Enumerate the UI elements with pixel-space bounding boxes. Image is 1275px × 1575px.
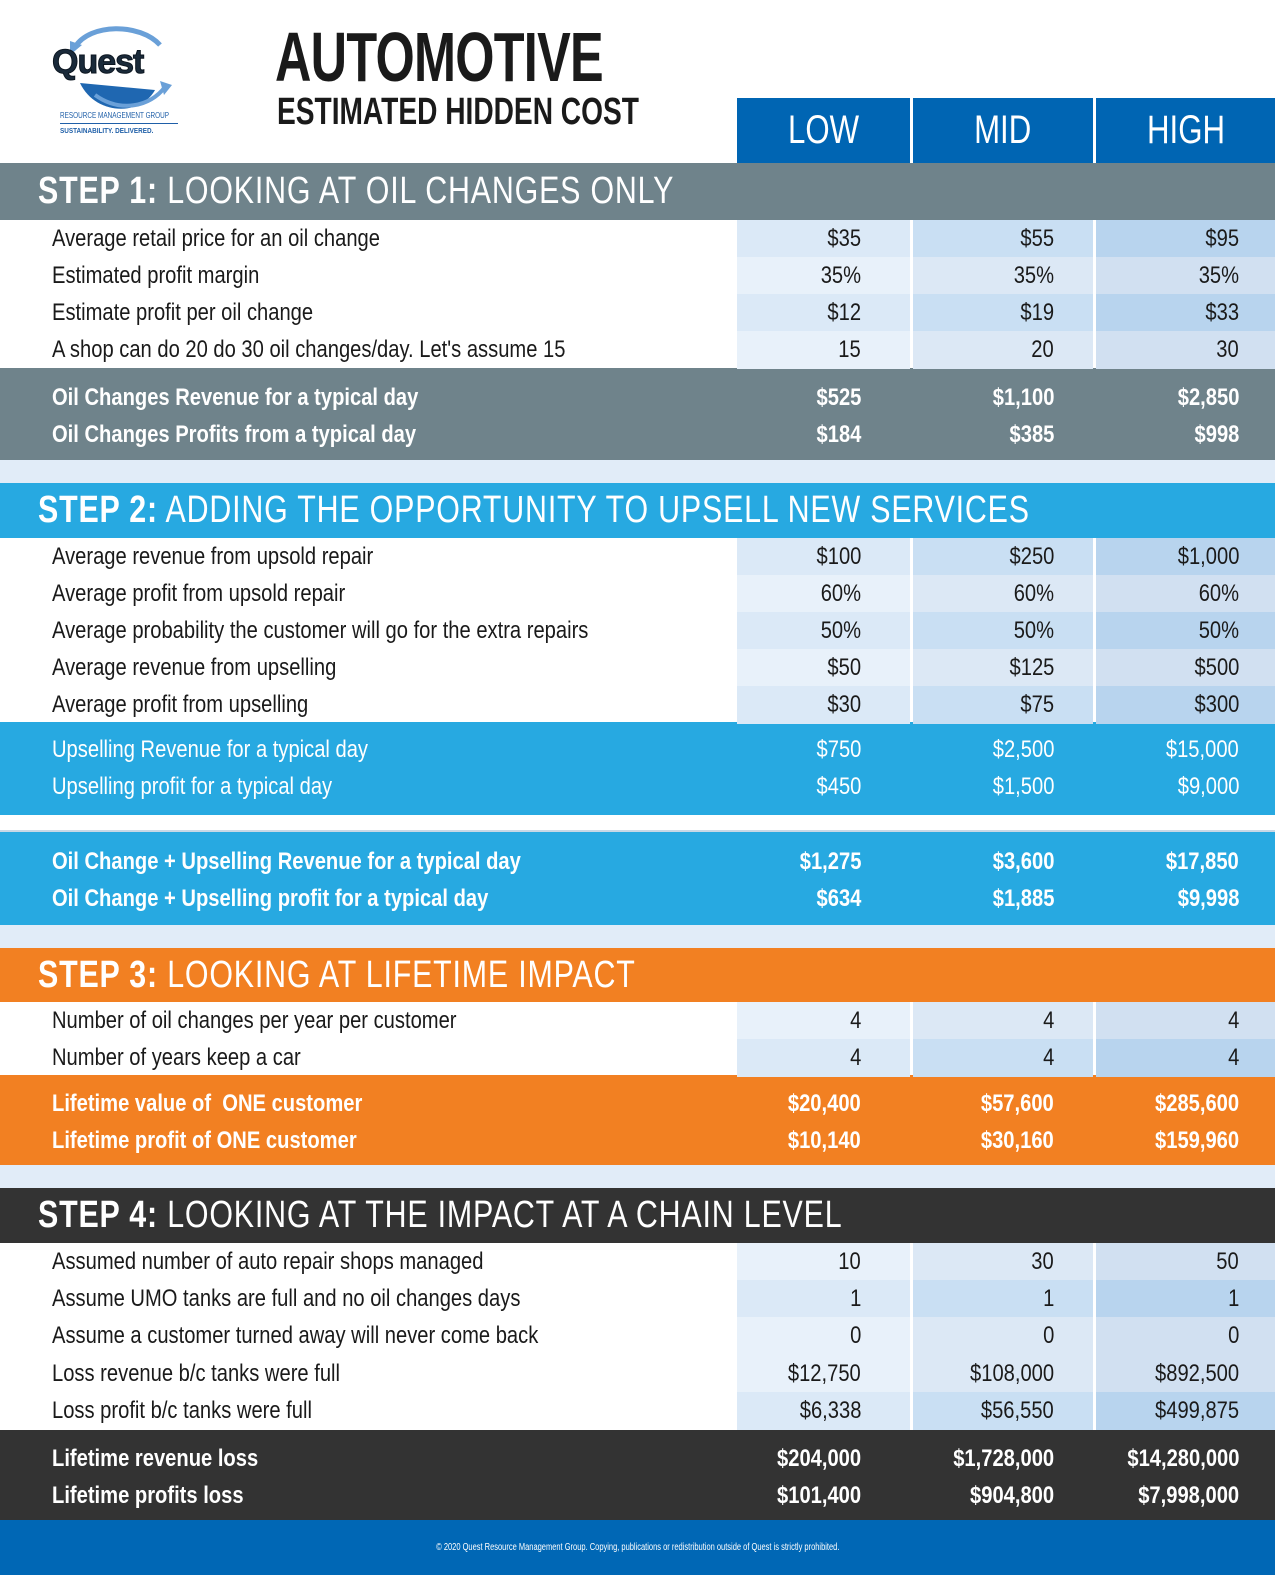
cell-mid: $904,800 <box>969 1481 1054 1509</box>
table-row <box>0 1317 1275 1355</box>
cell-mid: $3,600 <box>992 847 1054 875</box>
table-row <box>0 257 1275 295</box>
cell-low: $634 <box>816 884 861 912</box>
quest-logo <box>40 25 200 145</box>
row-label: Average probability the customer will go for the extra repairs <box>52 616 589 644</box>
cell-low: $6,338 <box>737 1392 910 1430</box>
cell-low: $204,000 <box>776 1444 861 1472</box>
logo-subtitle: RESOURCE MANAGEMENT GROUP <box>60 111 170 120</box>
cell-high: $500 <box>1096 649 1275 687</box>
cell-mid: 60% <box>913 575 1093 613</box>
row-label: Oil Changes Profits from a typical day <box>52 420 417 448</box>
cell-low: 60% <box>737 575 910 613</box>
row-label: Assume UMO tanks are full and no oil changes days <box>52 1284 521 1312</box>
row-label: Oil Change + Upselling profit for a typical day <box>52 884 489 912</box>
cell-low: $101,400 <box>776 1481 861 1509</box>
cell-high: $892,500 <box>1096 1355 1275 1393</box>
table-row <box>0 538 1275 576</box>
row-label: A shop can do 20 do 30 oil changes/day. Let's assume 15 <box>52 335 566 363</box>
cell-low: $750 <box>816 735 861 763</box>
copyright-footer <box>0 1520 1275 1575</box>
cell-low: $184 <box>816 420 861 448</box>
column-header-mid: MID <box>913 98 1093 163</box>
cell-high: $33 <box>1096 294 1275 332</box>
table-row <box>0 220 1275 258</box>
cell-high: $9,000 <box>1177 772 1239 800</box>
table-row <box>0 612 1275 650</box>
logo-tagline: SUSTAINABILITY. DELIVERED. <box>60 126 154 135</box>
cell-mid: $250 <box>913 538 1093 576</box>
cell-high: 60% <box>1096 575 1275 613</box>
cell-high: $14,280,000 <box>1126 1444 1239 1472</box>
step-title: LOOKING AT LIFETIME IMPACT <box>167 953 636 996</box>
cell-low: $35 <box>737 220 910 258</box>
copyright-text: © 2020 Quest Resource Management Group. Copying, publications or redistribution outside of Quest is strictly prohibited. <box>435 1542 840 1553</box>
cell-mid: $30,160 <box>981 1126 1054 1154</box>
row-label: Average profit from upselling <box>52 690 309 718</box>
cell-mid: 20 <box>913 331 1093 369</box>
cell-high: 30 <box>1096 331 1275 369</box>
table-row <box>0 649 1275 687</box>
cell-low: $525 <box>816 383 861 411</box>
row-label: Lifetime profit of ONE customer <box>52 1126 357 1154</box>
cell-low: $10,140 <box>788 1126 861 1154</box>
summary-row <box>0 880 1275 918</box>
cell-mid: $1,728,000 <box>953 1444 1054 1472</box>
row-label: Lifetime revenue loss <box>52 1444 259 1472</box>
step-label: STEP 3: <box>38 953 158 996</box>
summary-row <box>0 1085 1275 1123</box>
table-row <box>0 1280 1275 1318</box>
cell-low: 1 <box>737 1280 910 1318</box>
table-row <box>0 1039 1275 1077</box>
row-label: Loss profit b/c tanks were full <box>52 1396 312 1424</box>
cell-mid: $75 <box>913 686 1093 724</box>
step-4-header <box>0 1188 1275 1243</box>
row-label: Oil Change + Upselling Revenue for a typical day <box>52 847 521 875</box>
row-label: Average revenue from upsold repair <box>52 542 374 570</box>
cell-high: 1 <box>1096 1280 1275 1318</box>
cell-mid: 1 <box>913 1280 1093 1318</box>
cell-mid: 50% <box>913 612 1093 650</box>
cell-high: $7,998,000 <box>1138 1481 1239 1509</box>
cell-mid: 30 <box>913 1243 1093 1281</box>
cell-high: 50 <box>1096 1243 1275 1281</box>
table-row <box>0 1002 1275 1040</box>
cell-low: 15 <box>737 331 910 369</box>
page-subtitle: ESTIMATED HIDDEN COST <box>277 91 639 133</box>
cell-high: 35% <box>1096 257 1275 295</box>
cell-low: 10 <box>737 1243 910 1281</box>
step-label: STEP 4: <box>38 1194 158 1236</box>
cell-mid: $1,500 <box>992 772 1054 800</box>
cell-low: 35% <box>737 257 910 295</box>
row-label: Assumed number of auto repair shops managed <box>52 1247 484 1275</box>
step-title: LOOKING AT OIL CHANGES ONLY <box>167 170 675 212</box>
row-label: Average retail price for an oil change <box>52 224 380 252</box>
cell-high: $998 <box>1194 420 1239 448</box>
cell-low: $50 <box>737 649 910 687</box>
summary-row <box>0 379 1275 417</box>
row-label: Lifetime profits loss <box>52 1481 244 1509</box>
step-1-header <box>0 163 1275 220</box>
step-label: STEP 2: <box>38 489 158 531</box>
cell-low: $1,275 <box>799 847 861 875</box>
spacer <box>0 460 1275 483</box>
cell-mid: $56,550 <box>913 1392 1093 1430</box>
cell-mid: 0 <box>913 1317 1093 1355</box>
summary-row <box>0 416 1275 454</box>
cell-mid: $385 <box>1009 420 1054 448</box>
summary-row <box>0 768 1275 806</box>
cell-mid: $19 <box>913 294 1093 332</box>
table-row <box>0 331 1275 369</box>
column-header-low: LOW <box>737 98 910 163</box>
cell-high: $2,850 <box>1177 383 1239 411</box>
row-label: Oil Changes Revenue for a typical day <box>52 383 419 411</box>
cell-high: $15,000 <box>1166 735 1239 763</box>
cell-low: 4 <box>737 1002 910 1040</box>
table-row <box>0 294 1275 332</box>
row-label: Lifetime value of ONE customer <box>52 1089 363 1117</box>
row-label: Number of years keep a car <box>52 1043 301 1071</box>
cell-mid: $1,885 <box>992 884 1054 912</box>
cell-high: $285,600 <box>1154 1089 1239 1117</box>
cell-high: $9,998 <box>1177 884 1239 912</box>
cell-low: $12 <box>737 294 910 332</box>
step-3-header <box>0 948 1275 1002</box>
summary-row <box>0 1122 1275 1160</box>
cell-low: 50% <box>737 612 910 650</box>
cell-mid: 35% <box>913 257 1093 295</box>
spacer <box>0 815 1275 832</box>
cell-low: 0 <box>737 1317 910 1355</box>
cell-low: $100 <box>737 538 910 576</box>
column-header-high: HIGH <box>1096 98 1275 163</box>
table-row <box>0 1243 1275 1281</box>
cell-mid: $55 <box>913 220 1093 258</box>
cell-high: $17,850 <box>1166 847 1239 875</box>
cell-mid: $1,100 <box>992 383 1054 411</box>
cell-low: $450 <box>816 772 861 800</box>
cell-high: 0 <box>1096 1317 1275 1355</box>
summary-row <box>0 1477 1275 1515</box>
cell-high: $300 <box>1096 686 1275 724</box>
cell-mid: $2,500 <box>992 735 1054 763</box>
cell-high: $499,875 <box>1096 1392 1275 1430</box>
logo-wordmark: Quest <box>52 43 144 81</box>
row-label: Average profit from upsold repair <box>52 579 346 607</box>
cell-mid: 4 <box>913 1039 1093 1077</box>
spacer <box>0 925 1275 948</box>
cell-low: 4 <box>737 1039 910 1077</box>
cell-high: 4 <box>1096 1002 1275 1040</box>
spacer <box>0 1165 1275 1188</box>
step-title: ADDING THE OPPORTUNITY TO UPSELL NEW SERVICES <box>165 489 1030 531</box>
step-title: LOOKING AT THE IMPACT AT A CHAIN LEVEL <box>167 1194 843 1236</box>
cell-mid: $57,600 <box>981 1089 1054 1117</box>
table-row <box>0 1355 1275 1393</box>
cell-mid: $108,000 <box>913 1355 1093 1393</box>
cell-low: $12,750 <box>737 1355 910 1393</box>
cell-high: $159,960 <box>1154 1126 1239 1154</box>
summary-row <box>0 731 1275 769</box>
step-2-header <box>0 483 1275 538</box>
cell-high: 4 <box>1096 1039 1275 1077</box>
cell-high: $95 <box>1096 220 1275 258</box>
table-row <box>0 686 1275 724</box>
row-label: Estimate profit per oil change <box>52 298 314 326</box>
page-title: AUTOMOTIVE <box>275 18 603 96</box>
row-label: Number of oil changes per year per customer <box>52 1006 457 1034</box>
summary-row <box>0 843 1275 881</box>
table-row <box>0 1392 1275 1430</box>
row-label: Loss revenue b/c tanks were full <box>52 1359 340 1387</box>
summary-row <box>0 1440 1275 1478</box>
cell-high: 50% <box>1096 612 1275 650</box>
row-label: Upselling profit for a typical day <box>52 772 333 800</box>
cell-high: $1,000 <box>1096 538 1275 576</box>
cell-mid: 4 <box>913 1002 1093 1040</box>
cell-mid: $125 <box>913 649 1093 687</box>
step-label: STEP 1: <box>38 170 158 212</box>
logo-divider <box>60 123 178 124</box>
row-label: Upselling Revenue for a typical day <box>52 735 369 763</box>
cell-low: $20,400 <box>788 1089 861 1117</box>
row-label: Estimated profit margin <box>52 261 260 289</box>
table-row <box>0 575 1275 613</box>
row-label: Assume a customer turned away will never come back <box>52 1321 539 1349</box>
cell-low: $30 <box>737 686 910 724</box>
row-label: Average revenue from upselling <box>52 653 337 681</box>
